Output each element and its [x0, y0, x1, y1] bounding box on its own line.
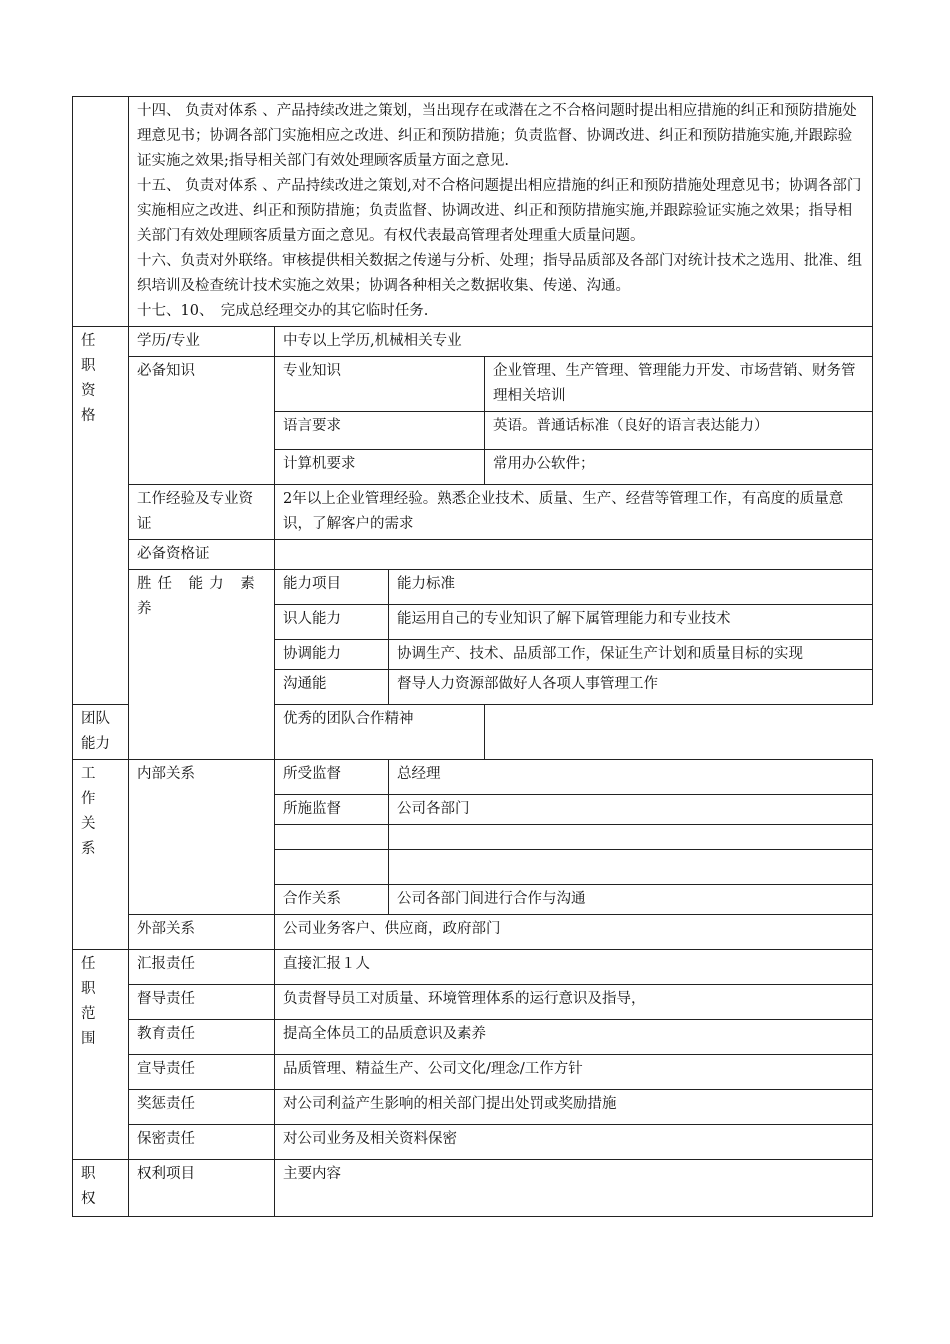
scope-label: 奖惩责任 [129, 1090, 275, 1125]
knowledge-item-value: 常用办公软件； [485, 450, 873, 485]
internal-relation-value [389, 850, 873, 885]
competency-header-row [73, 570, 873, 605]
scope-row [73, 985, 873, 1020]
competency-standard: 协调生产、技术、品质部工作，保证生产计划和质量目标的实现 [389, 640, 873, 670]
competency-item-header: 能力项目 [275, 570, 389, 605]
competency-standard: 优秀的团队合作精神 [275, 705, 485, 760]
internal-relation-label: 所施监督 [275, 795, 389, 825]
education-row [73, 327, 873, 357]
job-description-table [72, 96, 873, 1217]
experience-row [73, 485, 873, 540]
rights-content-label: 主要内容 [275, 1160, 873, 1217]
knowledge-item-label: 专业知识 [275, 357, 485, 412]
scope-value: 负责督导员工对质量、环境管理体系的运行意识及指导， [275, 985, 873, 1020]
scope-label: 汇报责任 [129, 950, 275, 985]
rights-item-label: 权利项目 [129, 1160, 275, 1217]
internal-relation-label [275, 850, 389, 885]
internal-relation-value [389, 825, 873, 850]
duty-15: 十五、 负责对体系 、产品持续改进之策划,对不合格问题提出相应措施的纠正和预防措施处理意见书；协调各部门实施相应之改进、纠正和预防措施；负责监督、协调改进、纠正和预防措施实施,并跟踪验证实施之效果；指导相关部门有效处理顾客质量方面之意见。有权代表最高管理者处理重大质量问题。 [137, 178, 862, 244]
scope-value: 提高全体员工的品质意识及素养 [275, 1020, 873, 1055]
qualifications-section-label: 任职资格 [73, 327, 129, 705]
internal-relation-value: 总经理 [389, 760, 873, 795]
certificate-label: 必备资格证 [129, 540, 275, 570]
scope-row [73, 1055, 873, 1090]
knowledge-row [73, 357, 873, 412]
competency-item: 团队能力 [73, 705, 129, 760]
duty-16: 十六、负责对外联络。审核提供相关数据之传递与分析、处理；指导品质部及各部门对统计技术之选用、批准、组织培训及检查统计技术实施之效果；协调各种相关之数据收集、传递、沟通。 [137, 253, 862, 294]
scope-label: 督导责任 [129, 985, 275, 1020]
competency-label: 胜任 能力 素养 [129, 570, 275, 760]
knowledge-label: 必备知识 [129, 357, 275, 485]
competency-standard-header: 能力标准 [389, 570, 873, 605]
certificate-value [275, 540, 873, 570]
internal-relation-label: 所受监督 [275, 760, 389, 795]
scope-value: 对公司业务及相关资料保密 [275, 1125, 873, 1160]
external-relations-label: 外部关系 [129, 915, 275, 950]
internal-relation-label [275, 825, 389, 850]
internal-relation-row [73, 760, 873, 795]
scope-row [73, 1090, 873, 1125]
competency-item: 识人能力 [275, 605, 389, 640]
competency-item: 沟通能 [275, 670, 389, 705]
knowledge-item-label: 语言要求 [275, 412, 485, 450]
duty-14: 十四、 负责对体系 、产品持续改进之策划，当出现存在或潜在之不合格问题时提出相应措施的纠正和预防措施处理意见书；协调各部门实施相应之改进、纠正和预防措施；负责监督、协调改进、纠正和预防措施实施,并跟踪验证实施之效果;指导相关部门有效处理顾客质量方面之意见. [137, 103, 857, 169]
external-relation-row [73, 915, 873, 950]
certificate-row [73, 540, 873, 570]
scope-label: 教育责任 [129, 1020, 275, 1055]
rights-row [73, 1160, 873, 1217]
internal-relation-label: 合作关系 [275, 885, 389, 915]
education-label: 学历/专业 [129, 327, 275, 357]
experience-label: 工作经验及专业资证 [129, 485, 275, 540]
internal-relation-value: 公司各部门间进行合作与沟通 [389, 885, 873, 915]
duties-cell [129, 97, 873, 327]
knowledge-item-label: 计算机要求 [275, 450, 485, 485]
duty-17: 十七、10、 完成总经理交办的其它临时任务. [137, 303, 429, 319]
knowledge-item-value: 英语。普通话标准（良好的语言表达能力） [485, 412, 873, 450]
scope-row [73, 1125, 873, 1160]
duties-row [73, 97, 873, 327]
scope-label: 保密责任 [129, 1125, 275, 1160]
rights-section-label: 职权 [73, 1160, 129, 1217]
scope-value: 直接汇报１人 [275, 950, 873, 985]
internal-relation-value: 公司各部门 [389, 795, 873, 825]
scope-value: 对公司利益产生影响的相关部门提出处罚或奖励措施 [275, 1090, 873, 1125]
relations-section-label: 工作关系 [73, 760, 129, 950]
experience-value: 2年以上企业管理经验。熟悉企业技术、质量、生产、经营等管理工作，有高度的质量意识，了解客户的需求 [275, 485, 873, 540]
competency-item: 协调能力 [275, 640, 389, 670]
duties-section-label [73, 97, 129, 327]
competency-standard: 能运用自己的专业知识了解下属管理能力和专业技术 [389, 605, 873, 640]
education-value: 中专以上学历,机械相关专业 [275, 327, 873, 357]
scope-section-label: 任职范围 [73, 950, 129, 1160]
scope-row [73, 950, 873, 985]
external-relations-value: 公司业务客户、供应商，政府部门 [275, 915, 873, 950]
scope-row [73, 1020, 873, 1055]
scope-value: 品质管理、精益生产、公司文化/理念/工作方针 [275, 1055, 873, 1090]
job-description-page [72, 96, 872, 1217]
internal-relations-label: 内部关系 [129, 760, 275, 915]
competency-standard: 督导人力资源部做好人各项人事管理工作 [389, 670, 873, 705]
scope-label: 宣导责任 [129, 1055, 275, 1090]
knowledge-item-value: 企业管理、生产管理、管理能力开发、市场营销、财务管理相关培训 [485, 357, 873, 412]
